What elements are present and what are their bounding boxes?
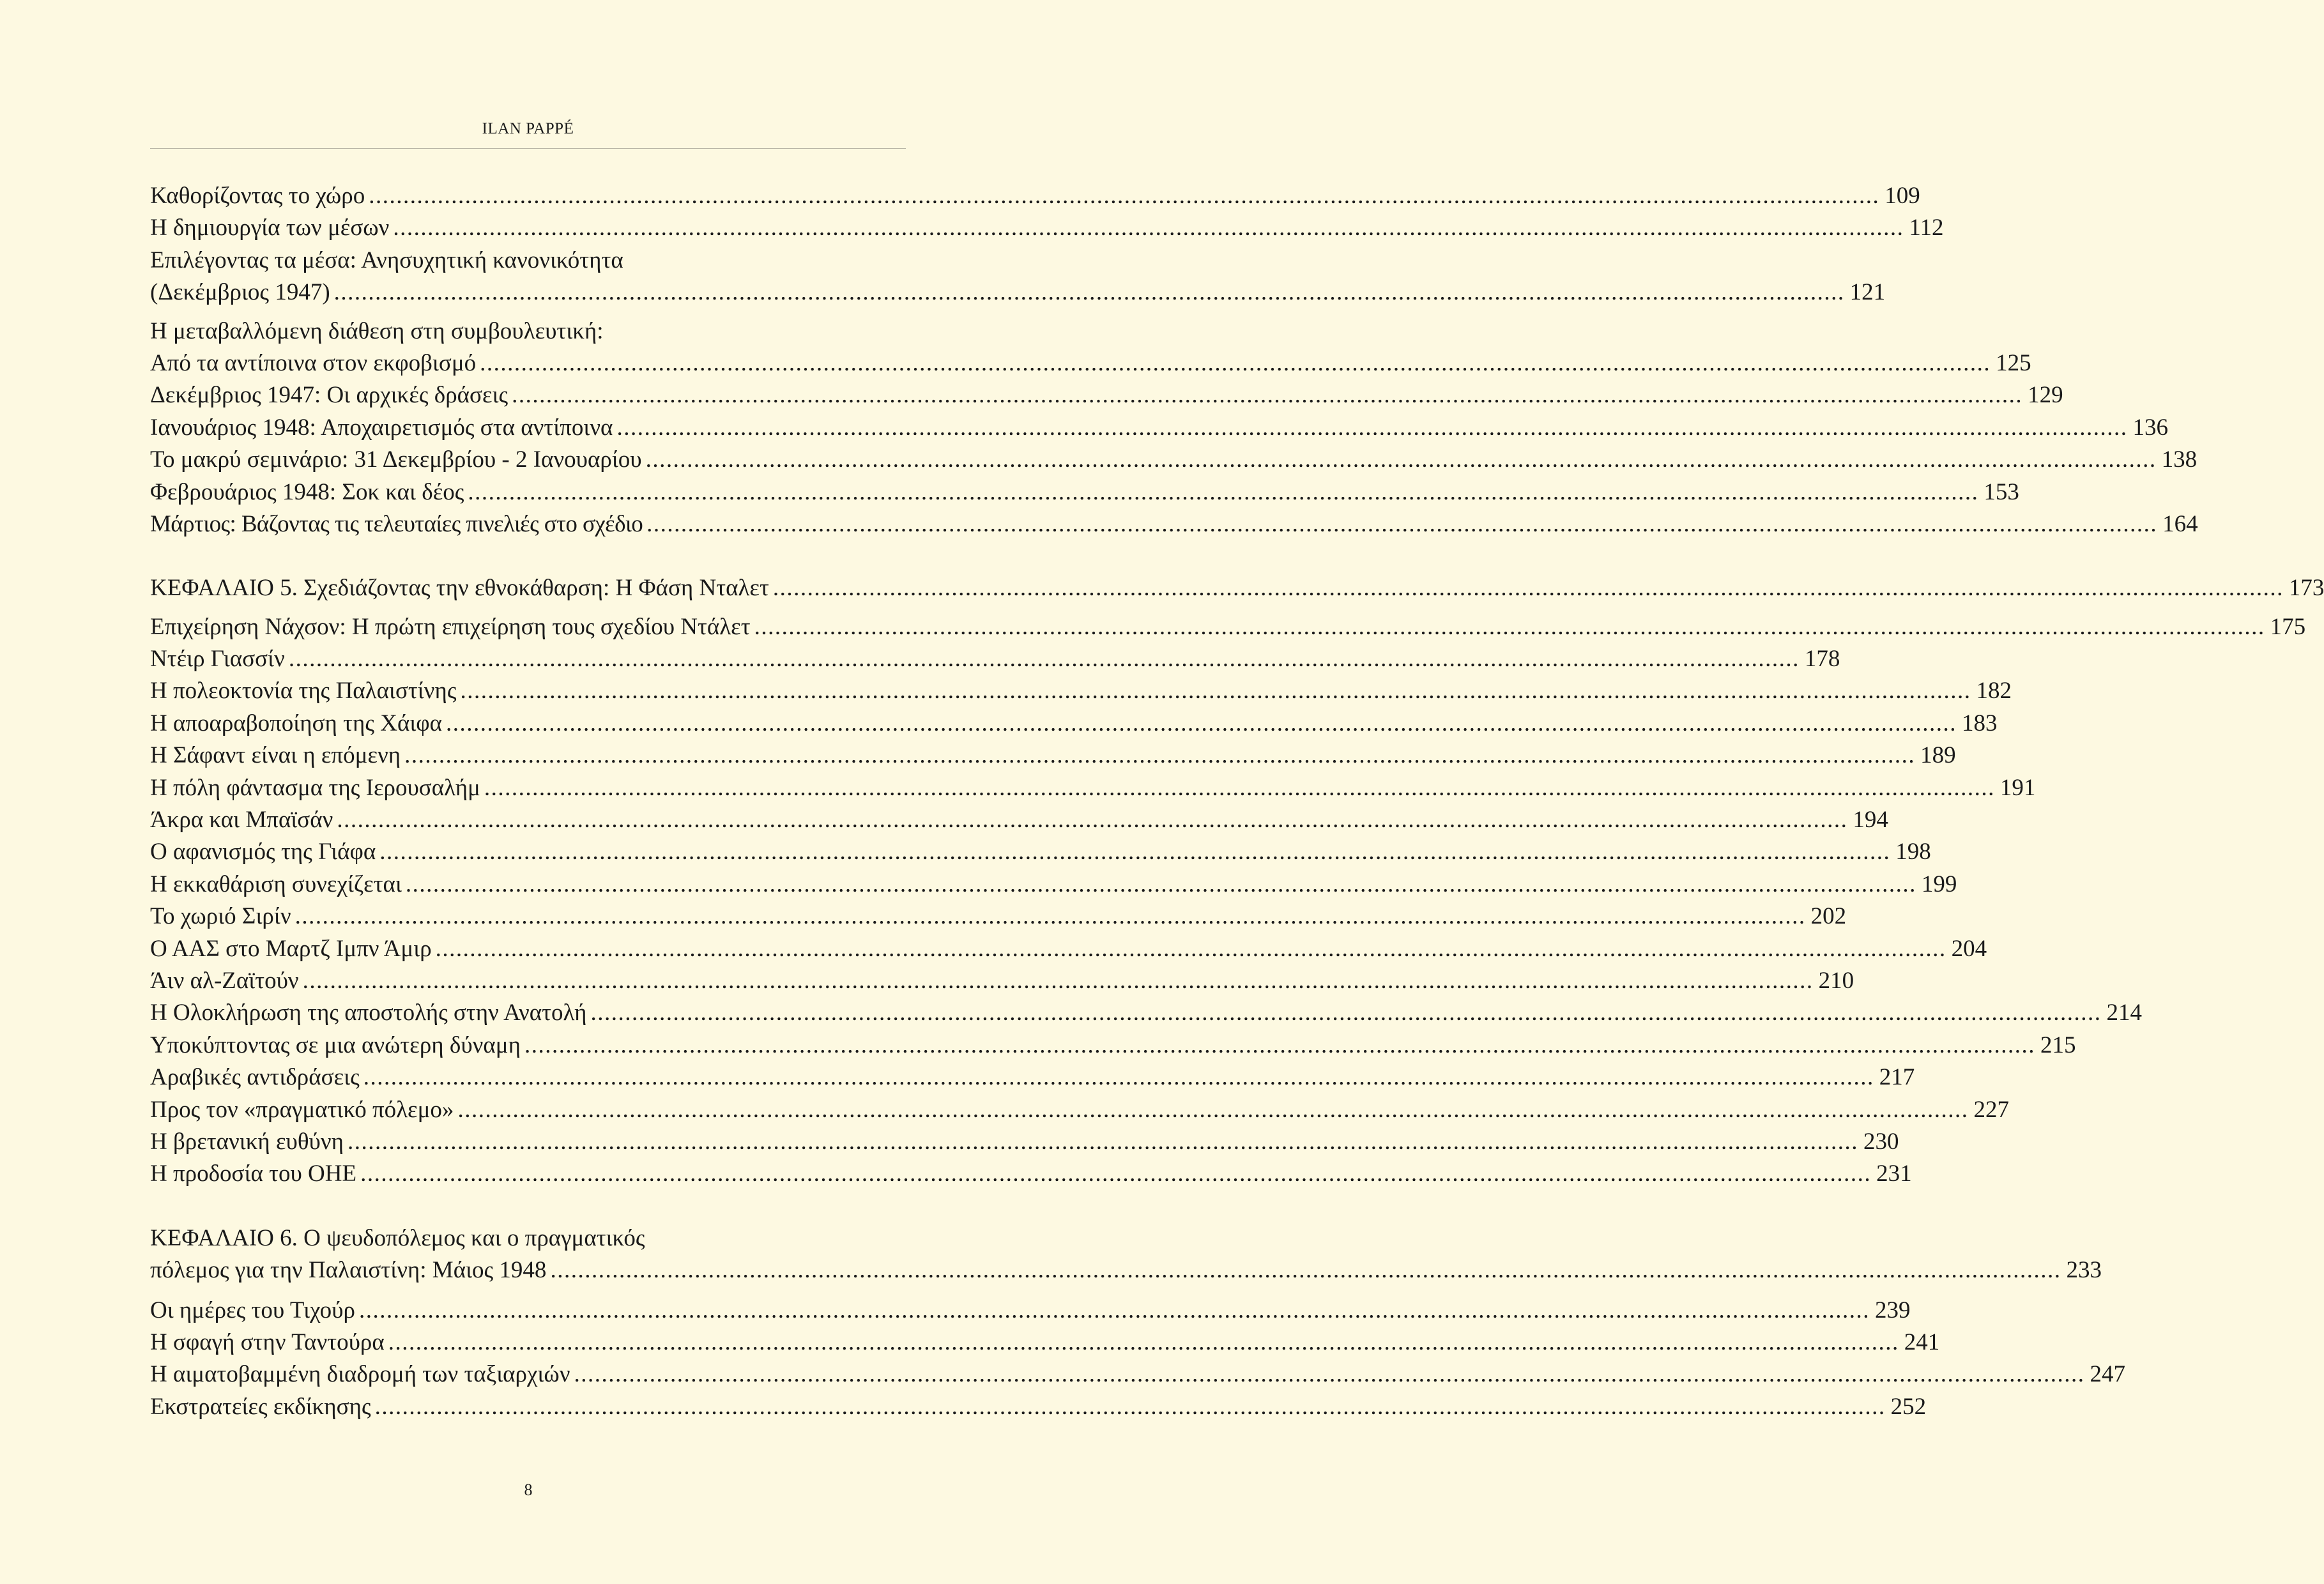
toc-entry-page: 202 [1810,903,1847,930]
toc-entry-page: 210 [1818,967,1854,994]
toc-chapter-heading [150,1222,2102,1287]
toc-entry-page: 247 [2090,1361,2125,1388]
toc-entry-title: Εκστρατείες εκδίκησης [150,1393,371,1420]
toc-entry [150,1295,1911,1327]
toc-entry-title: Η προδοσία του ΟΗΕ [150,1161,357,1187]
toc-entry [150,508,2198,540]
toc-entry-title: Καθορίζοντας το χώρο [150,183,365,209]
dot-leader: ............................................................................................................................................................................................................................ [480,349,1991,376]
toc-entry-page: 112 [1909,215,1944,241]
toc-entry [150,1126,1899,1158]
toc-entry-title-line: Επιλέγοντας τα μέσα: Ανησυχητική κανονικότητα [150,247,623,273]
toc-entry-title: Μάρτιος: Βάζοντας τις τελευταίες πινελιές στο σχέδιο [150,510,643,537]
dot-leader: ............................................................................................................................................................................................................................ [754,613,2265,640]
toc-entry-title: Ιανουάριος 1948: Αποχαιρετισμός στα αντίποινα [150,414,613,441]
toc-entry [150,1327,1940,1359]
toc-chapter-title-line: ΚΕΦΑΛΑΙΟ 6. Ο ψευδοπόλεμος και ο πραγματικός [150,1224,645,1251]
toc-chapter-heading [150,572,2324,604]
toc-entry [150,1359,2125,1390]
toc-entry-title: Επιχείρηση Νάχσον: Η πρώτη επιχείρηση τους σχεδίου Ντάλετ [150,613,751,640]
toc-entry-title: Η Ολοκλήρωση της αποστολής στην Ανατολή [150,1000,587,1026]
dot-leader: ............................................................................................................................................................................................................................ [468,478,1979,505]
toc-entry [150,412,2168,444]
toc-chapter-title: πόλεμος για την Παλαιστίνη: Μάιος 1948 [150,1257,547,1284]
toc-entry-page: 173 [2288,575,2324,602]
toc-entry-page: 153 [1984,478,2019,505]
dot-leader: ............................................................................................................................................................................................................................ [772,575,2284,602]
dot-leader: ............................................................................................................................................................................................................................ [374,1393,1886,1420]
toc-entry [150,1094,2009,1126]
toc-entry-title-line: Η μεταβαλλόμενη διάθεση στη συμβουλευτική: [150,317,604,344]
dot-leader: ............................................................................................................................................................................................................................ [294,903,1806,930]
dot-leader: ............................................................................................................................................................................................................................ [302,967,1814,994]
toc-entry [150,1158,1912,1190]
toc-entry-page: 231 [1876,1161,1912,1187]
dot-leader: ............................................................................................................................................................................................................................ [512,382,2023,409]
toc-entry-page: 215 [2040,1032,2076,1058]
toc-entry-title: Το χωριό Σιρίν [150,903,291,930]
toc-entry-title: Η αποαραβοποίηση της Χάιφα [150,710,443,736]
toc-entry-title: Δεκέμβριος 1947: Οι αρχικές δράσεις [150,382,508,409]
toc-entry [150,708,1998,740]
toc-entry-page: 189 [1920,742,1956,769]
toc-entry-page: 230 [1863,1128,1899,1155]
dot-leader: ............................................................................................................................................................................................................................ [358,1297,1870,1323]
table-of-contents [150,180,2324,1423]
toc-entry-title: Ο ΑΑΣ στο Μαρτζ Ιμπν Άμιρ [150,935,432,962]
toc-entry-page: 194 [1853,807,1888,834]
toc-entry-title: Η αιματοβαμμένη διαδρομή των ταξιαρχιών [150,1361,570,1388]
toc-entry-title: Υποκύπτοντας σε μια ανώτερη δύναμη [150,1032,521,1058]
dot-leader: ............................................................................................................................................................................................................................ [388,1329,1899,1355]
dot-leader: ............................................................................................................................................................................................................................ [393,215,1904,241]
dot-leader: ............................................................................................................................................................................................................................ [360,1161,1872,1187]
toc-entry-title: Άκρα και Μπαϊσάν [150,807,333,834]
dot-leader: ............................................................................................................................................................................................................................ [460,678,1971,704]
toc-entry-title: Η βρετανική ευθύνη [150,1128,344,1155]
toc-entry-page: 199 [1921,871,1957,897]
toc-entry [150,804,1888,836]
toc-entry-page: 109 [1884,183,1920,209]
toc-entry-page: 129 [2028,382,2063,409]
toc-entry [150,869,1957,901]
toc-entry-title: Ντέιρ Γιασσίν [150,646,285,673]
dot-leader: ............................................................................................................................................................................................................................ [333,279,1845,306]
toc-entry-page: 121 [1849,279,1886,306]
dot-leader: ............................................................................................................................................................................................................................ [590,1000,2102,1026]
dot-leader: ............................................................................................................................................................................................................................ [347,1128,1858,1155]
toc-entry [150,379,2063,411]
dot-leader: ............................................................................................................................................................................................................................ [574,1361,2085,1388]
toc-entry-title: Η σφαγή στην Ταντούρα [150,1329,385,1355]
page-number: 8 [524,1481,533,1499]
toc-entry-page: 136 [2132,414,2168,441]
toc-entry [150,740,1956,772]
toc-entry [150,476,2019,508]
toc-entry-page: 204 [1951,935,1987,962]
toc-entry [150,772,2036,804]
dot-leader: ............................................................................................................................................................................................................................ [288,646,1800,673]
toc-entry-title: Φεβρουάριος 1948: Σοκ και δέος [150,478,464,505]
toc-entry-title: Προς τον «πραγματικό πόλεμο» [150,1096,454,1123]
toc-entry [150,245,1886,309]
toc-entry-title: Το μακρύ σεμινάριο: 31 Δεκεμβρίου - 2 Ιανουαρίου [150,446,642,473]
toc-entry-page: 182 [1976,678,2012,704]
toc-entry-title: Άιν αλ-Ζαϊτούν [150,967,299,994]
toc-entry [150,611,2306,643]
toc-entry-page: 214 [2106,1000,2142,1026]
toc-entry-title: Η πολεοκτονία της Παλαιστίνης [150,678,457,704]
dot-leader: ............................................................................................................................................................................................................................ [405,871,1916,897]
dot-leader: ............................................................................................................................................................................................................................ [337,807,1848,834]
toc-entry-page: 178 [1804,646,1840,673]
toc-entry-title: Από τα αντίποινα στον εκφοβισμό [150,349,477,376]
toc-entry [150,1062,1915,1093]
toc-entry [150,965,1854,997]
toc-entry-title: Αραβικές αντιδράσεις [150,1064,360,1091]
toc-entry [150,180,1920,212]
toc-entry-title: Η εκκαθάριση συνεχίζεται [150,871,402,897]
dot-leader: ............................................................................................................................................................................................................................ [646,510,2158,537]
toc-chapter-title: ΚΕΦΑΛΑΙΟ 5. Σχεδιάζοντας την εθνοκάθαρση: Η Φάση Νταλετ [150,575,769,602]
toc-entry-page: 183 [1962,710,1998,736]
toc-entry [150,212,1944,244]
toc-entry [150,997,2142,1029]
running-header: ILAN PAPPÉ [482,120,574,137]
toc-entry [150,316,2031,380]
dot-leader: ............................................................................................................................................................................................................................ [616,414,2128,441]
dot-leader: ............................................................................................................................................................................................................................ [404,742,1916,769]
toc-entry-title: Η πόλη φάντασμα της Ιερουσαλήμ [150,774,480,801]
toc-entry [150,1030,2076,1062]
toc-entry-title: Ο αφανισμός της Γιάφα [150,839,376,865]
dot-leader: ............................................................................................................................................................................................................................ [524,1032,2035,1058]
toc-entry-page: 138 [2161,446,2198,473]
toc-entry-page: 241 [1904,1329,1940,1355]
toc-entry-page: 252 [1890,1393,1927,1420]
dot-leader: ............................................................................................................................................................................................................................ [550,1257,2061,1284]
toc-entry-page: 227 [1973,1096,2009,1123]
dot-leader: ............................................................................................................................................................................................................................ [435,935,1946,962]
toc-entry [150,1391,1927,1423]
toc-entry-page: 125 [1996,349,2031,376]
toc-entry-title: (Δεκέμβριος 1947) [150,279,330,306]
dot-leader: ............................................................................................................................................................................................................................ [446,710,1957,736]
toc-entry-page: 164 [2162,510,2198,537]
toc-entry [150,675,2012,707]
toc-entry-title: Η Σάφαντ είναι η επόμενη [150,742,401,769]
toc-entry-page: 198 [1895,839,1931,865]
toc-entry [150,643,1840,675]
toc-entry-title: Η δημιουργία των μέσων [150,215,390,241]
toc-entry [150,901,1847,933]
toc-entry-page: 217 [1879,1064,1915,1091]
toc-entry [150,933,1987,965]
toc-entry-title: Οι ημέρες του Τιχούρ [150,1297,355,1323]
toc-entry-page: 233 [2066,1257,2102,1284]
dot-leader: ............................................................................................................................................................................................................................ [369,183,1880,209]
toc-entry [150,444,2198,476]
toc-entry-page: 239 [1874,1297,1911,1323]
toc-entry-page: 191 [1999,774,2036,801]
toc-entry [150,836,1931,868]
dot-leader: ............................................................................................................................................................................................................................ [379,839,1891,865]
dot-leader: ............................................................................................................................................................................................................................ [645,446,2157,473]
dot-leader: ............................................................................................................................................................................................................................ [484,774,1995,801]
dot-leader: ............................................................................................................................................................................................................................ [457,1096,1969,1123]
toc-entry-page: 175 [2270,613,2306,640]
dot-leader: ............................................................................................................................................................................................................................ [363,1064,1874,1091]
header-rule [150,148,906,149]
